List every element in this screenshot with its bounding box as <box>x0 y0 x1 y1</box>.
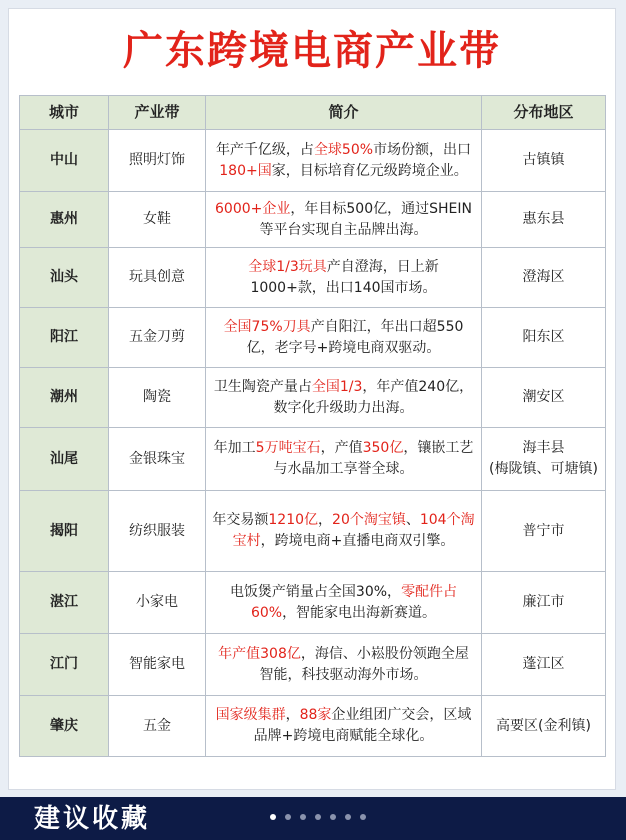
area-cell: 古镇镇 <box>482 130 606 192</box>
highlight-text: 全球1/3玩具 <box>248 258 327 275</box>
intro-text: ，跨境电商+直播电商双引擎。 <box>260 533 455 549</box>
industry-cell: 玩具创意 <box>109 248 206 308</box>
intro-cell <box>206 572 482 634</box>
industry-cell: 五金刀剪 <box>109 308 206 368</box>
highlight-text: 全国1/3 <box>311 378 363 395</box>
intro-cell <box>206 248 482 308</box>
intro-text: ， <box>285 707 300 723</box>
city-cell: 汕头 <box>20 248 109 308</box>
carousel-dot[interactable] <box>285 814 291 820</box>
area-cell: 澄海区 <box>482 248 606 308</box>
intro-cell <box>206 368 482 428</box>
highlight-text: 1210亿 <box>268 512 319 528</box>
table-row <box>20 572 606 634</box>
highlight-text: 年产值308亿 <box>218 645 301 662</box>
table-row <box>20 634 606 696</box>
intro-text: ，产值 <box>320 440 363 456</box>
table-row <box>20 308 606 368</box>
carousel-dot[interactable] <box>330 814 336 820</box>
highlight-text: 5万吨宝石 <box>255 440 321 456</box>
city-cell: 揭阳 <box>20 491 109 572</box>
page-title: 广东跨境电商产业带 <box>123 28 501 74</box>
intro-text: 市场份额，出口 <box>373 141 472 158</box>
intro-text: ，年产值240亿，数字化升级助力出海。 <box>273 378 474 416</box>
highlight-text: 国家级集群 <box>215 707 286 723</box>
header-city: 城市 <box>20 96 109 130</box>
footer-bar <box>0 797 626 840</box>
intro-text: ，年目标500亿，通过SHEIN等平台实现自主品牌出海。 <box>259 200 472 238</box>
area-cell: 海丰县 (梅陇镇、可塘镇) <box>482 428 606 491</box>
header-area: 分布地区 <box>482 96 606 130</box>
intro-cell <box>206 491 482 572</box>
intro-cell <box>206 130 482 192</box>
industry-cell: 五金 <box>109 696 206 757</box>
intro-text: 年产千亿级，占 <box>215 141 314 158</box>
table-row <box>20 192 606 248</box>
city-cell: 阳江 <box>20 308 109 368</box>
industry-cell: 小家电 <box>109 572 206 634</box>
table-row <box>20 248 606 308</box>
table-row <box>20 696 606 757</box>
carousel-indicator[interactable] <box>270 814 366 820</box>
intro-cell <box>206 634 482 696</box>
area-cell: 蓬江区 <box>482 634 606 696</box>
intro-text: 产自阳江，年出口超550亿，老字号+跨境电商双驱动。 <box>246 318 464 356</box>
intro-text: ，海信、小崧股份领跑全屋智能，科技驱动海外市场。 <box>259 645 469 683</box>
city-cell: 江门 <box>20 634 109 696</box>
intro-text: ，智能家电出海新赛道。 <box>282 604 437 621</box>
industry-cell: 金银珠宝 <box>109 428 206 491</box>
highlight-text: 20个淘宝镇 <box>332 512 406 528</box>
intro-text: 产自澄海，日上新1000+款，出口140国市场。 <box>250 258 439 296</box>
intro-text: 、 <box>405 512 420 528</box>
highlight-text: 零配件占60% <box>250 583 458 621</box>
header-intro: 简介 <box>206 96 482 130</box>
intro-cell <box>206 428 482 491</box>
area-cell: 普宁市 <box>482 491 606 572</box>
intro-text: ， <box>318 512 333 528</box>
city-cell: 肇庆 <box>20 696 109 757</box>
city-cell: 湛江 <box>20 572 109 634</box>
carousel-dot[interactable] <box>300 814 306 820</box>
intro-text: 企业组团广交会，区域品牌+跨境电商赋能全球化。 <box>253 707 472 744</box>
header-industry: 产业带 <box>109 96 206 130</box>
content-card <box>8 8 616 790</box>
table-header-row <box>20 96 606 130</box>
table-row <box>20 368 606 428</box>
table-row <box>20 428 606 491</box>
area-cell: 廉江市 <box>482 572 606 634</box>
carousel-dot[interactable] <box>345 814 351 820</box>
industry-cell: 智能家电 <box>109 634 206 696</box>
area-cell: 阳东区 <box>482 308 606 368</box>
industry-table <box>19 95 606 757</box>
area-cell: 高要区(金利镇) <box>482 696 606 757</box>
highlight-text: 180+国 <box>219 162 272 179</box>
intro-text: 年加工 <box>213 440 256 456</box>
area-cell: 惠东县 <box>482 192 606 248</box>
highlight-text: 6000+企业 <box>215 200 291 217</box>
table-row <box>20 130 606 192</box>
industry-cell: 陶瓷 <box>109 368 206 428</box>
table-row <box>20 491 606 572</box>
footer-text: 建议收藏 <box>34 804 151 834</box>
intro-text: 电饭煲产销量占全国30%， <box>229 583 402 600</box>
intro-cell <box>206 696 482 757</box>
intro-text: 卫生陶瓷产量占 <box>213 378 312 395</box>
industry-cell: 纺织服装 <box>109 491 206 572</box>
intro-text: 年交易额 <box>212 512 269 528</box>
highlight-text: 104个淘宝村 <box>232 512 475 549</box>
intro-text: ，镶嵌工艺与水晶加工享誉全球。 <box>273 440 474 477</box>
carousel-dot[interactable] <box>315 814 321 820</box>
carousel-dot[interactable] <box>270 814 276 820</box>
city-cell: 中山 <box>20 130 109 192</box>
area-cell: 潮安区 <box>482 368 606 428</box>
industry-cell: 女鞋 <box>109 192 206 248</box>
intro-text: 家，目标培育亿元级跨境企业。 <box>271 162 468 179</box>
highlight-text: 88家 <box>299 707 332 723</box>
intro-cell <box>206 308 482 368</box>
city-cell: 惠州 <box>20 192 109 248</box>
carousel-dot[interactable] <box>360 814 366 820</box>
city-cell: 汕尾 <box>20 428 109 491</box>
intro-cell <box>206 192 482 248</box>
highlight-text: 350亿 <box>362 440 404 456</box>
highlight-text: 全球50% <box>313 141 374 158</box>
industry-cell: 照明灯饰 <box>109 130 206 192</box>
city-cell: 潮州 <box>20 368 109 428</box>
highlight-text: 全国75%刀具 <box>223 318 311 335</box>
